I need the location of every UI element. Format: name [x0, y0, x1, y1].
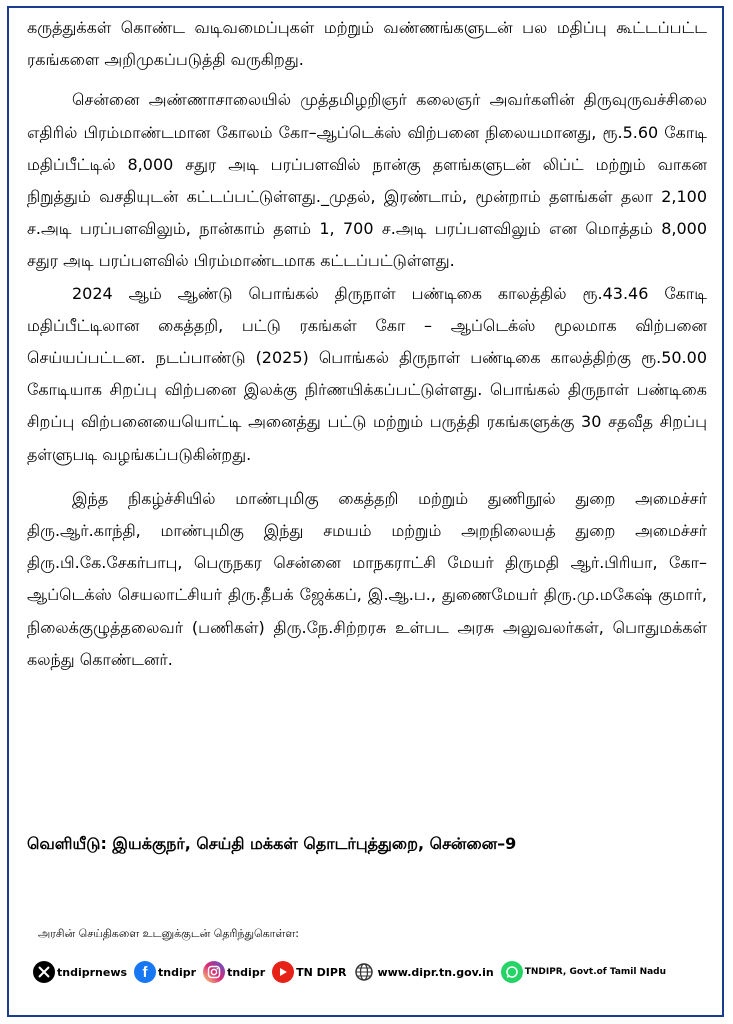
social-link-x[interactable] — [33, 961, 127, 983]
paragraph-showroom: சென்னை அண்ணாசாலையில் முத்தமிழறிஞர் கலைஞர் அவர்களின் திருவுருவச்சிலை எதிரில் பிரம்மாண்டமான கோலம் கோ–ஆப்டெக்ஸ் விற்பனை நிலையமானது, ரூ.5.60 கோடி மதிப்பீட்டில் 8,000 சதுர அடி பரப்பளவில் நான்கு தளங்களுடன் லிப்ட் மற்றும் வாகன நிறுத்தும் வசதியுடன் கட்டப்பட்டுள்ளது._முதல், இரண்டாம், மூன்றாம் தளங்கள் தலா 2,100 ச.அடி பரப்பளவிலும், நான்காம் தளம் 1, 700 ச.அடி பரப்பளவிலும் என மொத்தம் 8,000 சதுர அடி பரப்பளவில் பிரம்மாண்டமாக கட்டப்பட்டுள்ளது. — [27, 90, 707, 271]
social-links-bar — [33, 959, 693, 985]
whatsapp-icon — [501, 961, 523, 983]
social-link-website[interactable] — [353, 961, 493, 983]
social-link-label: TN DIPR — [296, 965, 347, 979]
social-link-label: TNDIPR, Govt.of Tamil Nadu — [524, 967, 667, 977]
social-link-whatsapp[interactable] — [501, 961, 666, 983]
social-link-label: www.dipr.tn.gov.in — [377, 965, 494, 979]
social-link-label: tndipr — [158, 965, 197, 979]
release-line: வெளியீடு: இயக்குநர், செய்தி மக்கள் தொடர்புத்துறை, சென்னை–9 — [27, 834, 517, 853]
press-release-body — [27, 12, 707, 696]
social-link-label: tndipr — [227, 965, 266, 979]
social-link-label: tndiprnews — [57, 965, 128, 979]
social-link-instagram[interactable] — [203, 961, 265, 983]
instagram-icon — [203, 961, 225, 983]
paragraph-attendees: இந்த நிகழ்ச்சியில் மாண்புமிகு கைத்தறி மற்றும் துணிநூல் துறை அமைச்சர் திரு.ஆர்.காந்தி, மாண்புமிகு இந்து சமயம் மற்றும் அறநிலையத் துறை அமைச்சர் திரு.பி.கே.சேகர்பாபு, பெருநகர சென்னை மாநகராட்சி மேயர் திருமதி ஆர்.பிரியா, கோ–ஆப்டெக்ஸ் செயலாட்சியர் திரு.தீபக் ஜேக்கப், இ.ஆ.ப., துணைமேயர் திரு.மு.மகேஷ் குமார், நிலைக்குழுத்தலைவர் (பணிகள்) திரு.நே.சிற்றரசு உள்பட அரசு அலுவலர்கள், பொதுமக்கள் கலந்து கொண்டனர். — [27, 488, 707, 669]
youtube-icon — [272, 961, 294, 983]
x-icon — [33, 961, 55, 983]
social-link-youtube[interactable] — [272, 961, 346, 983]
social-link-facebook[interactable] — [134, 961, 196, 983]
paragraph-pongal-sales: 2024 ஆம் ஆண்டு பொங்கல் திருநாள் பண்டிகை காலத்தில் ரூ.43.46 கோடி மதிப்பீட்டிலான கைத்தறி, பட்டு ரகங்கள் கோ – ஆப்டெக்ஸ் மூலமாக விற்பனை செய்யப்பட்டன. நடப்பாண்டு (2025) பொங்கல் திருநாள் பண்டிகை காலத்திற்கு ரூ.50.00 கோடியாக சிறப்பு விற்பனை இலக்கு நிர்ணயிக்கப்பட்டுள்ளது. பொங்கல் திருநாள் பண்டிகை சிறப்பு விற்பனையையொட்டி அனைத்து பட்டு மற்றும் பருத்தி ரகங்களுக்கு 30 சதவீத சிறப்பு தள்ளுபடி வழங்கப்படுகின்றது. — [27, 283, 707, 464]
facebook-icon: f — [134, 961, 156, 983]
footer-note: அரசின் செய்திகளை உடனுக்குடன் தெரிந்துகொள்ள: — [38, 927, 299, 940]
paragraph-continuation: கருத்துக்கள் கொண்ட வடிவமைப்புகள் மற்றும் வண்ணங்களுடன் பல மதிப்பு கூட்டப்பட்ட ரகங்களை அறிமுகப்படுத்தி வருகிறது. — [27, 18, 707, 70]
globe-icon — [353, 961, 375, 983]
